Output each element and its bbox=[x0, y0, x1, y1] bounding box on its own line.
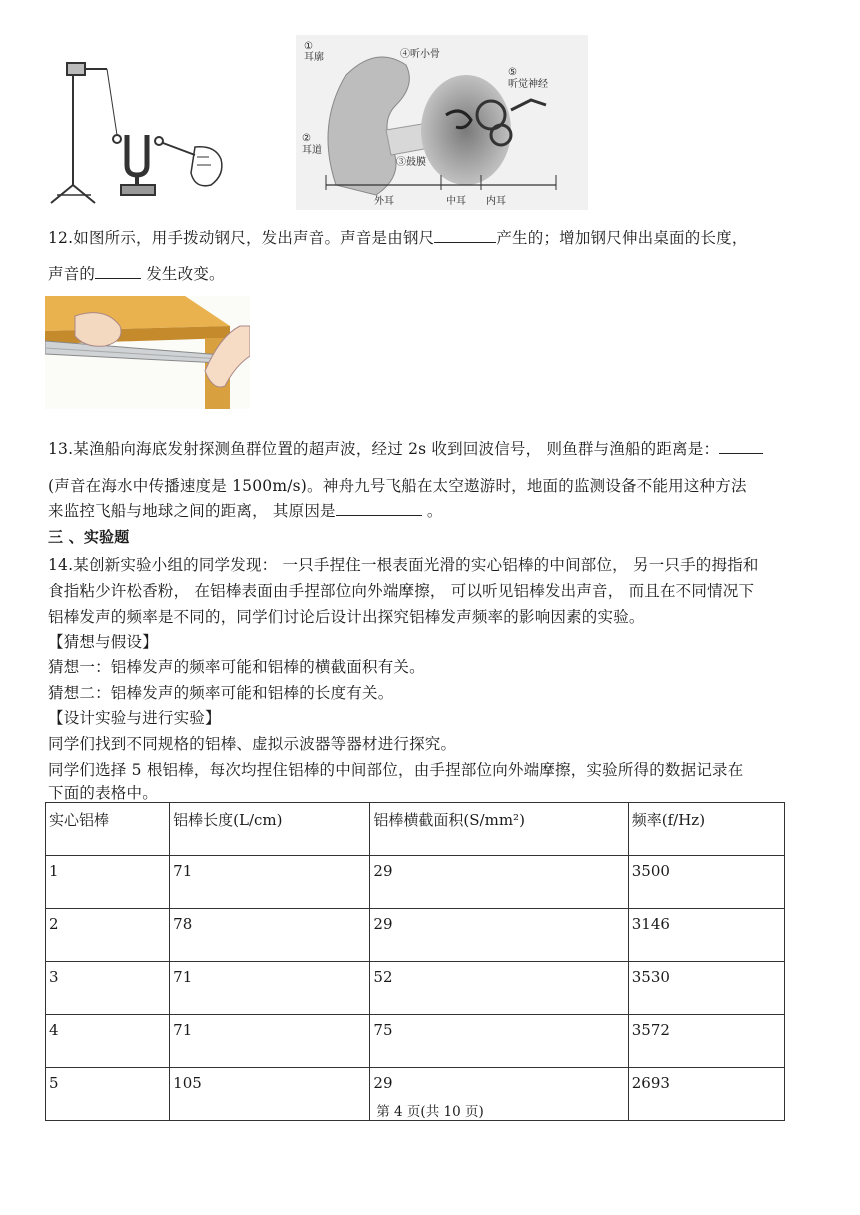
table-row bbox=[46, 856, 785, 909]
table-cell: 2693 bbox=[628, 1068, 784, 1121]
q12-blank-1[interactable] bbox=[434, 228, 496, 243]
q12-line2-part2: 发生改变。 bbox=[141, 265, 225, 283]
ear-label-auditory-nerve: ⑤ 听觉神经 bbox=[508, 67, 548, 90]
table-cell: 4 bbox=[46, 1015, 170, 1068]
ear-anatomy-drawing bbox=[296, 35, 588, 210]
q13-text-line1: 13.某渔船向海底发射探测鱼群位置的超声波，经过 2s 收到回波信号， 则鱼群与渔船的距离是： bbox=[48, 440, 720, 458]
table-header-cell: 铝棒横截面积(S/mm²) bbox=[370, 803, 628, 856]
table-cell: 71 bbox=[170, 962, 370, 1015]
ear-label-eardrum: ③鼓膜 bbox=[396, 157, 426, 168]
table-cell: 3 bbox=[46, 962, 170, 1015]
table-header-cell: 频率(f/Hz) bbox=[628, 803, 784, 856]
table-row bbox=[46, 909, 785, 962]
ear-label-inner-ear: 内耳 bbox=[486, 196, 506, 207]
table-header-cell: 实心铝棒 bbox=[46, 803, 170, 856]
q14-design3: 下面的表格中。 bbox=[48, 784, 158, 802]
table-row bbox=[46, 1015, 785, 1068]
table-cell: 75 bbox=[370, 1015, 628, 1068]
q14-design-title: 【设计实验与进行实验】 bbox=[48, 709, 221, 727]
table-cell: 3572 bbox=[628, 1015, 784, 1068]
table-cell: 1 bbox=[46, 856, 170, 909]
q14-line1: 14.某创新实验小组的同学发现： 一只手捏住一根表面光滑的实心铝棒的中间部位， 另一只手的拇指和 bbox=[48, 556, 759, 574]
q14-guess2: 猜想二：铝棒发声的频率可能和铝棒的长度有关。 bbox=[48, 684, 394, 702]
q13-text-line2: (声音在海水中传播速度是 1500m/s)。神舟九号飞船在太空遨游时，地面的监测设备不能用这种方法 bbox=[48, 477, 747, 495]
ruler-desk-figure bbox=[45, 296, 250, 409]
ear-label-ossicles: ④听小骨 bbox=[400, 49, 440, 60]
q13-line2 bbox=[48, 474, 747, 496]
q14-guess1: 猜想一：铝棒发声的频率可能和铝棒的横截面积有关。 bbox=[48, 658, 425, 676]
table-cell: 71 bbox=[170, 856, 370, 909]
table-cell: 3146 bbox=[628, 909, 784, 962]
table-cell: 29 bbox=[370, 909, 628, 962]
q12-line1 bbox=[48, 226, 748, 248]
table-cell: 3530 bbox=[628, 962, 784, 1015]
table-cell: 29 bbox=[370, 856, 628, 909]
ear-label-middle-ear: 中耳 bbox=[446, 196, 466, 207]
table-cell: 2 bbox=[46, 909, 170, 962]
table-cell: 78 bbox=[170, 909, 370, 962]
table-cell: 5 bbox=[46, 1068, 170, 1121]
table-cell: 29 bbox=[370, 1068, 628, 1121]
ear-label-auricle: ① 耳廓 bbox=[304, 41, 324, 63]
ear-label-outer-ear: 外耳 bbox=[374, 196, 394, 207]
table-cell: 3500 bbox=[628, 856, 784, 909]
q14-design2: 同学们选择 5 根铝棒，每次均捏住铝棒的中间部位，由手捏部位向外端摩擦，实验所得的数据记录在 bbox=[48, 761, 744, 779]
ruler-desk-drawing bbox=[45, 296, 250, 409]
q14-line3: 铝棒发声的频率是不同的，同学们讨论后设计出探究铝棒发声频率的影响因素的实验。 bbox=[48, 608, 645, 626]
ear-anatomy-figure bbox=[296, 35, 588, 210]
q12-text-part2: 产生的；增加钢尺伸出桌面的长度， bbox=[496, 229, 748, 247]
q12-text-part1: 12.如图所示，用手拨动钢尺，发出声音。声音是由钢尺 bbox=[48, 229, 435, 247]
q14-hypothesis-title: 【猜想与假设】 bbox=[48, 633, 158, 651]
q12-blank-2[interactable] bbox=[95, 264, 141, 279]
q12-line2-part1: 声音的 bbox=[48, 265, 96, 283]
table-cell: 71 bbox=[170, 1015, 370, 1068]
q13-blank-1[interactable] bbox=[719, 439, 763, 454]
page-footer: 第 4 页(共 10 页) bbox=[376, 1104, 484, 1120]
q13-blank-2[interactable] bbox=[336, 501, 422, 516]
tuning-fork-drawing bbox=[45, 35, 235, 210]
section-title: 三 、实验题 bbox=[48, 528, 130, 546]
table-cell: 105 bbox=[170, 1068, 370, 1121]
q14-line2: 食指粘少许松香粉， 在铝棒表面由手捏部位向外端摩擦， 可以听见铝棒发出声音， 而且在不同情况下 bbox=[48, 582, 755, 600]
table-row bbox=[46, 962, 785, 1015]
tuning-fork-figure bbox=[45, 35, 235, 210]
results-table bbox=[45, 802, 785, 1121]
q13-line3 bbox=[48, 499, 443, 521]
table-cell: 52 bbox=[370, 962, 628, 1015]
q13-text-line3-part2: 。 bbox=[421, 502, 443, 520]
q13-line1 bbox=[48, 437, 763, 459]
table-header-row bbox=[46, 803, 785, 856]
q13-text-line3-part1: 来监控飞船与地球之间的距离， 其原因是 bbox=[48, 502, 336, 520]
table-header-cell: 铝棒长度(L/cm) bbox=[170, 803, 370, 856]
ear-label-ear-canal: ② 耳道 bbox=[302, 133, 322, 156]
q12-line2 bbox=[48, 262, 225, 284]
q14-design1: 同学们找到不同规格的铝棒、虚拟示波器等器材进行探究。 bbox=[48, 735, 457, 753]
